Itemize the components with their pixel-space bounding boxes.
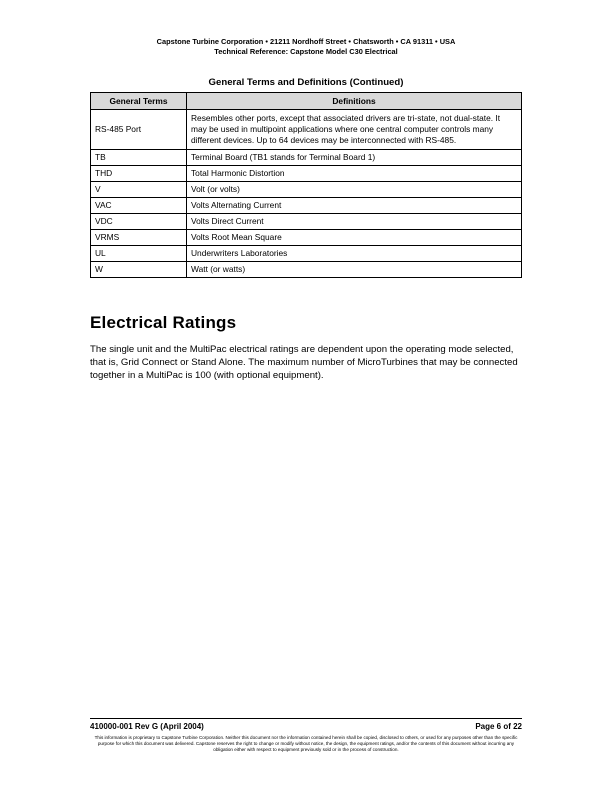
table-row bbox=[91, 230, 522, 246]
column-header-terms: General Terms bbox=[91, 93, 187, 110]
term-cell: RS-485 Port bbox=[91, 110, 187, 150]
table-row bbox=[91, 166, 522, 182]
header-company-line: Capstone Turbine Corporation • 21211 Nordhoff Street • Chatsworth • CA 91311 • USA bbox=[156, 37, 456, 46]
definition-cell: Resembles other ports, except that associated drivers are tri-state, not dual-state. It may be used in multipoint applications where one central computer controls many different devices. Up to 64 devices may be interconnected with RS-485. bbox=[187, 110, 522, 150]
header-reference-line: Technical Reference: Capstone Model C30 Electrical bbox=[214, 47, 398, 56]
term-cell: W bbox=[91, 262, 187, 278]
footer-document-id: 410000-001 Rev G (April 2004) bbox=[90, 722, 204, 731]
definition-cell: Volt (or volts) bbox=[187, 182, 522, 198]
table-row bbox=[91, 110, 522, 150]
table-row bbox=[91, 262, 522, 278]
term-cell: VDC bbox=[91, 214, 187, 230]
page-header bbox=[0, 37, 612, 57]
section-paragraph: The single unit and the MultiPac electrical ratings are dependent upon the operating mode selected, that is, Grid Connect or Stand Alone. The maximum number of MicroTurbines that may be connected together in a MultiPac is 100 (with optional equipment). bbox=[90, 344, 518, 381]
table-row bbox=[91, 182, 522, 198]
term-cell: V bbox=[91, 182, 187, 198]
footer-disclaimer: This information is proprietary to Capstone Turbine Corporation. Neither this document nor the information contained herein shall be copied, disclosed to others, or used for any purposes other than the specific purpose for which this document was delivered. Capstone reserves the right to change or modify without notice, the design, the equipment ratings, and/or the contents of this document without incurring any obligation either with respect to equipment previously sold or in the process of construction. bbox=[94, 735, 518, 753]
term-cell: TB bbox=[91, 150, 187, 166]
definition-cell: Total Harmonic Distortion bbox=[187, 166, 522, 182]
table-row bbox=[91, 246, 522, 262]
definition-cell: Volts Direct Current bbox=[187, 214, 522, 230]
section-heading: Electrical Ratings bbox=[90, 313, 237, 332]
term-cell: VRMS bbox=[91, 230, 187, 246]
column-header-definitions: Definitions bbox=[187, 93, 522, 110]
table-title: General Terms and Definitions (Continued) bbox=[208, 77, 404, 88]
footer-page-number: Page 6 of 22 bbox=[475, 722, 522, 731]
definition-cell: Volts Root Mean Square bbox=[187, 230, 522, 246]
definition-cell: Watt (or watts) bbox=[187, 262, 522, 278]
table-row bbox=[91, 150, 522, 166]
definition-cell: Underwriters Laboratories bbox=[187, 246, 522, 262]
footer-divider bbox=[90, 718, 522, 719]
definition-cell: Terminal Board (TB1 stands for Terminal Board 1) bbox=[187, 150, 522, 166]
term-cell: VAC bbox=[91, 198, 187, 214]
table-row bbox=[91, 198, 522, 214]
table-row bbox=[91, 214, 522, 230]
definition-cell: Volts Alternating Current bbox=[187, 198, 522, 214]
term-cell: THD bbox=[91, 166, 187, 182]
term-cell: UL bbox=[91, 246, 187, 262]
terms-table bbox=[90, 92, 522, 278]
table-header-row bbox=[91, 93, 522, 110]
